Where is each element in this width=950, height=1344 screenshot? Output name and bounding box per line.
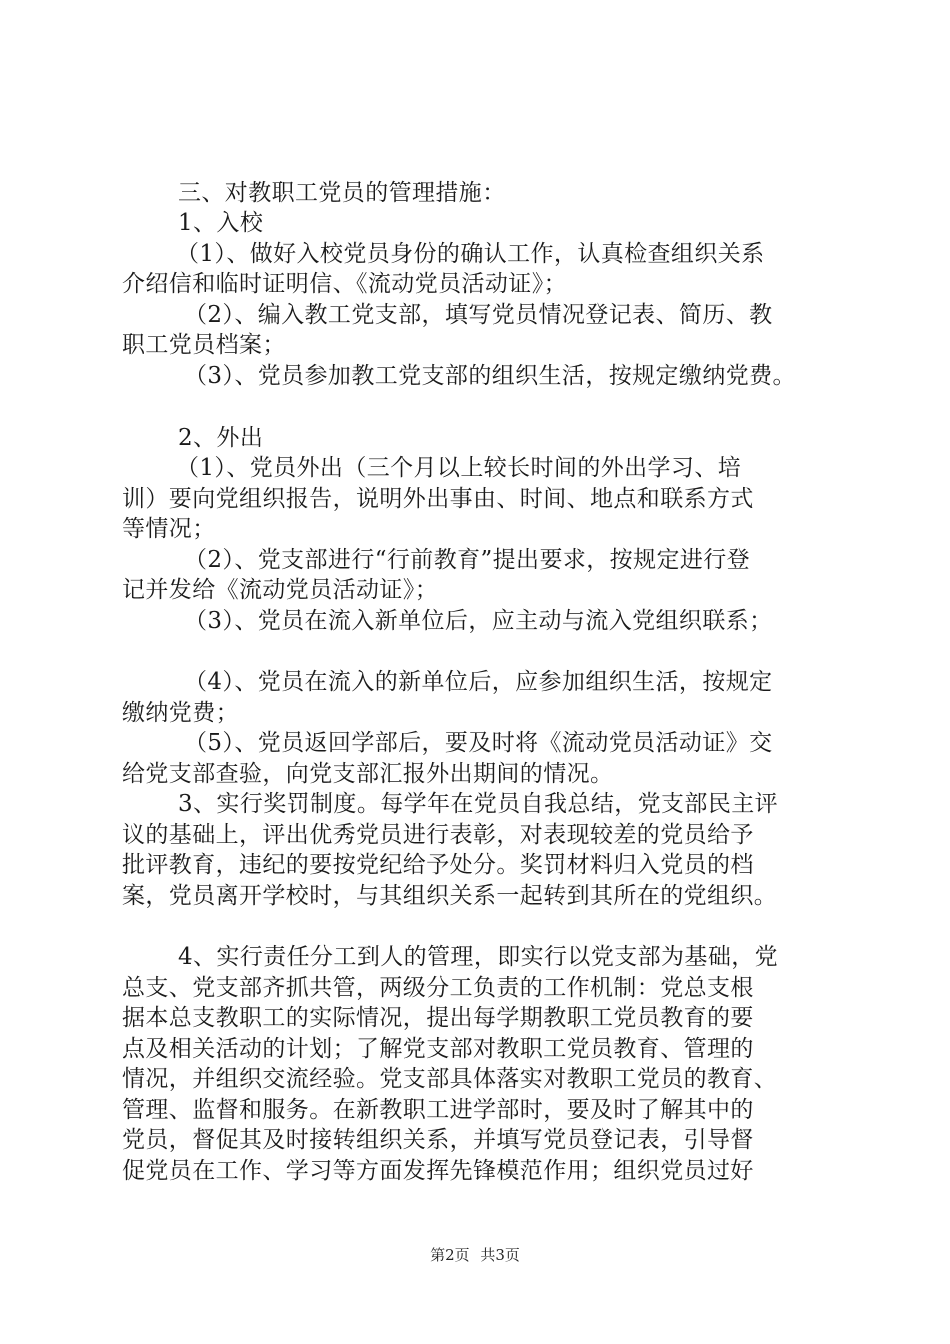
text-line: 4、实行责任分工到人的管理，即实行以党支部为基础，党 xyxy=(178,944,779,970)
text-line: 缴纳党费； xyxy=(122,700,239,726)
text-line: 议的基础上，评出优秀党员进行表彰，对表现较差的党员给予 xyxy=(122,822,754,848)
text-line: 三、对教职工党员的管理措施： xyxy=(178,180,506,206)
text-line: 情况，并组织交流经验。党支部具体落实对教职工党员的教育、 xyxy=(122,1066,778,1092)
text-line: 据本总支教职工的实际情况，提出每学期教职工党员教育的要 xyxy=(122,1005,754,1031)
text-line: 党员，督促其及时接转组织关系，并填写党员登记表，引导督 xyxy=(122,1127,754,1153)
text-line: 案，党员离开学校时，与其组织关系一起转到其所在的党组织。 xyxy=(122,883,778,909)
text-line: 批评教育，违纪的要按党纪给予处分。奖罚材料归入党员的档 xyxy=(122,852,754,878)
text-line: 总支、党支部齐抓共管，两级分工负责的工作机制：党总支根 xyxy=(122,975,754,1001)
text-line: 1、入校 xyxy=(178,210,264,236)
page-footer xyxy=(0,1244,950,1265)
text-line: 训）要向党组织报告，说明外出事由、时间、地点和联系方式 xyxy=(122,486,754,512)
text-line: 职工党员档案； xyxy=(122,332,286,358)
text-line: 点及相关活动的计划；了解党支部对教职工党员教育、管理的 xyxy=(122,1036,754,1062)
text-line: 记并发给《流动党员活动证》； xyxy=(122,577,439,603)
text-line: （3）、党员在流入新单位后，应主动与流入党组织联系； xyxy=(184,608,773,634)
text-line: 促党员在工作、学习等方面发挥先锋模范作用；组织党员过好 xyxy=(122,1158,754,1184)
page-total: 共3页 xyxy=(480,1246,520,1264)
text-line: （5）、党员返回学部后，要及时将《流动党员活动证》交 xyxy=(184,730,773,756)
text-line: （4）、党员在流入的新单位后，应参加组织生活，按规定 xyxy=(184,669,773,695)
text-line: 3、实行奖罚制度。每学年在党员自我总结，党支部民主评 xyxy=(178,791,779,817)
text-line: 介绍信和临时证明信、《流动党员活动证》； xyxy=(122,271,567,297)
text-line: 等情况； xyxy=(122,516,216,542)
text-line: （1）、做好入校党员身份的确认工作，认真检查组织关系 xyxy=(176,241,765,267)
page-number: 第2页 xyxy=(430,1246,470,1264)
text-line: （3）、党员参加教工党支部的组织生活，按规定缴纳党费。 xyxy=(184,363,796,389)
text-line: 2、外出 xyxy=(178,425,264,451)
text-line: （2）、编入教工党支部，填写党员情况登记表、简历、教 xyxy=(184,302,773,328)
text-line: 管理、监督和服务。在新教职工进学部时，要及时了解其中的 xyxy=(122,1097,754,1123)
text-line: （1）、党员外出（三个月以上较长时间的外出学习、培 xyxy=(176,455,742,481)
text-line: 给党支部查验，向党支部汇报外出期间的情况。 xyxy=(122,761,614,787)
text-line: （2）、党支部进行“行前教育”提出要求，按规定进行登 xyxy=(184,547,751,573)
